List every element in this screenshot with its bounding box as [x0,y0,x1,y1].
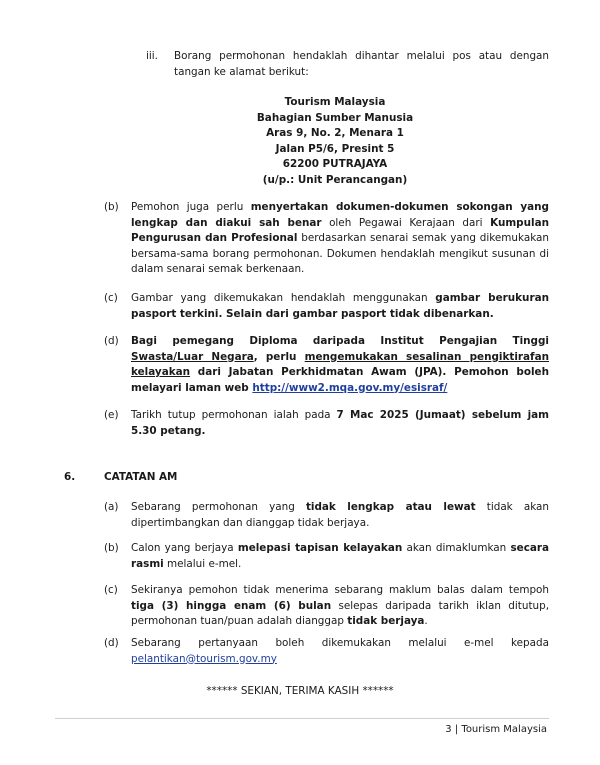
footer-org: Tourism Malaysia [461,724,547,735]
address-line-5: 62200 PUTRAJAYA [282,158,388,170]
s6-c-text-2: selepas daripada tarikh iklan ditutup, permohonan tuan/puan adalah dianggap [131,599,549,627]
item-c-label: (c) [104,292,118,304]
item-b-text-2: oleh Pegawai Kerajaan dari [321,216,491,229]
section-6-title: CATATAN AM [104,471,178,483]
item-d-text-3: dari Jabatan Perkhidmatan Awam (JPA). Pemohon boleh melayari laman web [131,366,549,394]
s6-b-paragraph [131,541,549,572]
item-c-bold-1: gambar berukuran pasport terkini. Selain dari gambar pasport tidak dibenarkan. [131,292,549,320]
s6-a-label: (a) [104,501,119,513]
item-c-text-1: Gambar yang dikemukakan hendaklah menggunakan [131,292,436,304]
s6-b-text-3: melalui e-mel. [163,557,242,570]
closing-text: ****** SEKIAN, TERIMA KASIH ****** [206,685,394,697]
s6-b-text-2: akan dimaklumkan [402,542,511,554]
page-footer [445,722,547,738]
item-b-bold-2: Kumpulan Pengurusan dan Profesional [131,216,549,244]
s6-c-paragraph [131,583,549,630]
address-line-1: Tourism Malaysia [284,96,386,108]
s6-c-bold-1: tiga (3) hingga enam (6) bulan [131,599,332,612]
s6-a-paragraph [131,500,549,531]
footer-separator: | [451,724,462,735]
item-d-paragraph [131,334,549,396]
item-b-bold-1: menyertakan dokumen-dokumen sokongan yang lengkap dan diakui sah benar [131,201,549,229]
s6-a-text-1: Sebarang permohonan yang [131,501,306,513]
item-iii-text: Borang permohonan hendaklah dihantar melalui pos atau dengan tangan ke alamat berikut: [174,50,549,78]
item-b-text-1: Pemohon juga perlu [131,201,251,213]
address-line-2: Bahagian Sumber Manusia [256,111,414,124]
address-block [240,95,430,188]
s6-d-text-1: Sebarang pertanyaan boleh dikemukakan melalui e-mel kepada [131,637,549,649]
s6-d-label: (d) [104,637,119,649]
mqa-esisraf-link[interactable]: http://www2.mqa.gov.my/esisraf/ [252,381,448,394]
item-e-paragraph [131,408,549,439]
item-b-paragraph [131,200,549,278]
item-d-text-1: Bagi pemegang Diploma daripada Institut Pengajian Tinggi [131,335,549,347]
s6-b-bold-1: melepasi tapisan kelayakan [237,542,403,554]
s6-a-bold-1: tidak lengkap atau lewat [305,501,476,513]
s6-c-text-3: . [424,615,428,627]
item-d-text-2: , perlu [253,350,305,363]
address-line-3: Aras 9, No. 2, Menara 1 [266,127,404,139]
footer-divider [55,718,549,719]
email-link[interactable]: pelantikan@tourism.gov.my [131,652,277,665]
s6-a-text-2: tidak akan dipertimbangkan dan dianggap tidak berjaya. [131,501,549,529]
item-e-bold-1: 7 Mac 2025 (Jumaat) sebelum jam 5.30 petang. [131,409,549,437]
s6-c-text-1: Sekiranya pemohon tidak menerima sebarang maklum balas dalam tempoh [131,584,549,596]
section-6-number: 6. [64,471,76,483]
item-d-underline-1: Swasta/Luar Negara [131,350,254,363]
s6-b-label: (b) [104,542,119,554]
item-d-underline-2: mengemukakan sesalinan pengiktirafan kelayakan [131,350,549,378]
item-c-paragraph [131,291,549,322]
item-e-text-1: Tarikh tutup permohonan ialah pada [131,409,337,421]
s6-b-bold-2: secara rasmi [131,542,550,570]
s6-b-text-1: Calon yang berjaya [131,542,238,554]
s6-d-paragraph [131,636,549,667]
s6-c-label: (c) [104,584,118,596]
item-b-text-3: berdasarkan senarai semak yang dikemukakan bersama-sama borang permohonan. Dokumen hendaklah mengikut susunan di dalam senarai semak berkenaan. [131,232,549,275]
item-iii-label: iii. [146,50,158,62]
item-e-label: (e) [104,409,119,421]
s6-c-bold-2: tidak berjaya [347,615,425,627]
item-d-label: (d) [104,335,119,347]
page-number: 3 [445,724,452,735]
item-b-label: (b) [104,201,119,213]
address-line-4: Jalan P5/6, Presint 5 [275,142,395,155]
address-line-6: (u/p.: Unit Perancangan) [262,173,408,186]
